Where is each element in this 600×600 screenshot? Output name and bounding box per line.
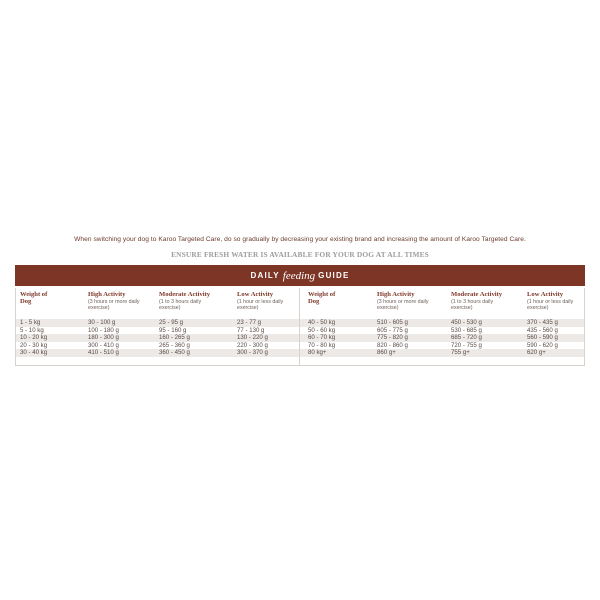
header-weight xyxy=(20,291,80,305)
cell-high: 605 - 775 g xyxy=(377,326,408,334)
cell-weight: 10 - 20 kg xyxy=(20,334,48,341)
cell-low: 130 - 220 g xyxy=(237,334,268,341)
header-moderate-activity xyxy=(451,291,525,312)
cell-low: 590 - 620 g xyxy=(527,341,558,349)
cell-weight: 70 - 80 kg xyxy=(308,341,336,349)
table-row xyxy=(300,342,584,350)
cell-low: 300 - 370 g xyxy=(237,349,268,356)
header-weight xyxy=(308,291,368,305)
table-row xyxy=(300,319,584,327)
cell-high: 510 - 605 g xyxy=(377,319,408,326)
table-row xyxy=(16,349,299,357)
cell-moderate: 755 g+ xyxy=(451,349,470,356)
header-moderate-activity-sub: (1 to 3 hours daily exercise) xyxy=(159,299,202,312)
header-moderate-activity-sub: (1 to 3 hours daily exercise) xyxy=(451,299,494,312)
cell-weight: 40 - 50 kg xyxy=(308,319,336,326)
header-weight-title: Weight of Dog xyxy=(20,291,48,306)
cell-weight: 50 - 60 kg xyxy=(308,326,336,334)
table-row xyxy=(16,334,299,342)
cell-moderate: 265 - 360 g xyxy=(159,341,190,349)
cell-weight: 60 - 70 kg xyxy=(308,334,336,341)
cell-moderate: 685 - 720 g xyxy=(451,334,482,341)
guide-title-word1: DAILY xyxy=(250,271,280,280)
cell-high: 300 - 410 g xyxy=(88,341,119,349)
cell-moderate: 25 - 95 g xyxy=(159,319,184,326)
header-low-activity-title: Low Activity xyxy=(527,291,564,298)
cell-moderate: 360 - 450 g xyxy=(159,349,190,356)
header-moderate-activity-title: Moderate Activity xyxy=(159,291,211,298)
cell-moderate: 95 - 160 g xyxy=(159,326,187,334)
cell-weight: 80 kg+ xyxy=(308,349,327,356)
cell-moderate: 530 - 685 g xyxy=(451,326,482,334)
cell-moderate: 720 - 755 g xyxy=(451,341,482,349)
table-row xyxy=(16,327,299,335)
cell-low: 370 - 435 g xyxy=(527,319,558,326)
cell-low: 435 - 560 g xyxy=(527,326,558,334)
header-high-activity-title: High Activity xyxy=(88,291,126,298)
cell-weight: 1 - 5 kg xyxy=(20,319,41,326)
cell-weight: 30 - 40 kg xyxy=(20,349,48,356)
cell-weight: 5 - 10 kg xyxy=(20,326,44,334)
cell-high: 860 g+ xyxy=(377,349,396,356)
intro-text: When switching your dog to Karoo Targeted Care, do so gradually by decreasing your existing brand and increasing the amount of Karoo Targeted Care. xyxy=(74,236,526,243)
cell-moderate: 160 - 265 g xyxy=(159,334,190,341)
cell-high: 820 - 860 g xyxy=(377,341,408,349)
cell-moderate: 450 - 530 g xyxy=(451,319,482,326)
fresh-water-notice: ENSURE FRESH WATER IS AVAILABLE FOR YOUR DOG AT ALL TIMES xyxy=(171,250,429,259)
header-moderate-activity xyxy=(159,291,233,312)
table-row xyxy=(300,334,584,342)
header-high-activity-title: High Activity xyxy=(377,291,415,298)
cell-low: 620 g+ xyxy=(527,349,546,356)
cell-low: 23 - 77 g xyxy=(237,319,262,326)
guide-title-word2: feeding xyxy=(282,269,316,282)
cell-high: 180 - 300 g xyxy=(88,334,119,341)
cell-high: 775 - 820 g xyxy=(377,334,408,341)
table-row xyxy=(16,342,299,350)
cell-high: 410 - 510 g xyxy=(88,349,119,356)
guide-title-word3: GUIDE xyxy=(318,271,350,280)
feeding-table-left xyxy=(15,288,300,366)
header-high-activity-sub: (3 hours or more daily exercise) xyxy=(88,299,140,312)
header-low-activity xyxy=(237,291,299,312)
header-low-activity xyxy=(527,291,583,312)
header-low-activity-sub: (1 hour or less daily exercise) xyxy=(237,299,284,312)
table-row xyxy=(16,319,299,327)
table-row xyxy=(300,349,584,357)
header-high-activity xyxy=(88,291,154,312)
header-low-activity-title: Low Activity xyxy=(237,291,274,298)
table-row xyxy=(300,327,584,335)
cell-low: 560 - 590 g xyxy=(527,334,558,341)
cell-weight: 20 - 30 kg xyxy=(20,341,48,349)
header-moderate-activity-title: Moderate Activity xyxy=(451,291,503,298)
header-weight-title: Weight of Dog xyxy=(308,291,336,306)
guide-title-band xyxy=(15,265,585,286)
cell-low: 77 - 130 g xyxy=(237,326,265,334)
header-low-activity-sub: (1 hour or less daily exercise) xyxy=(527,299,574,312)
cell-high: 30 - 100 g xyxy=(88,319,116,326)
header-high-activity xyxy=(377,291,443,312)
feeding-table-right xyxy=(300,288,585,366)
cell-low: 220 - 300 g xyxy=(237,341,268,349)
header-high-activity-sub: (3 hours or more daily exercise) xyxy=(377,299,429,312)
cell-high: 100 - 180 g xyxy=(88,326,119,334)
